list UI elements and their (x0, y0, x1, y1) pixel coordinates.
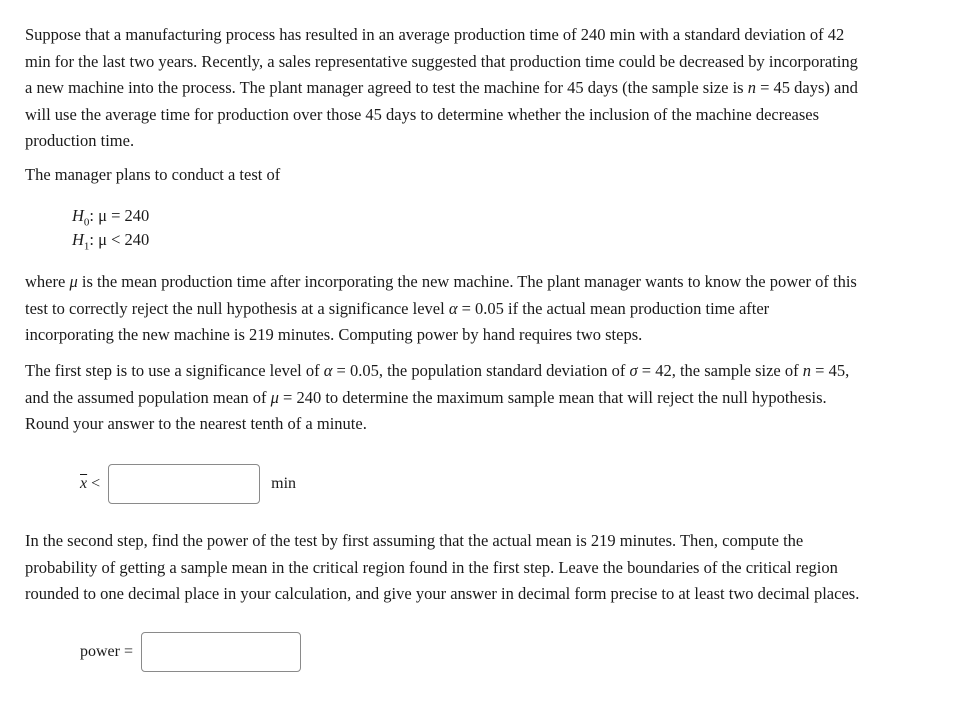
step2-line-3: rounded to one decimal place in your calculation, and give your answer in decimal form precise to at least two decimal places. (25, 584, 860, 603)
intro-line-3-end: = 45 days) and (755, 78, 858, 97)
step1-paragraph (25, 358, 940, 438)
xbar-unit: min (271, 475, 297, 492)
h1-sub: 1 (83, 240, 90, 253)
h1-letter: H (72, 230, 84, 249)
step1-text-d: = 45, (811, 361, 850, 380)
where-paragraph (25, 269, 940, 349)
h0-letter: H (72, 206, 84, 225)
var-alpha: α (323, 361, 333, 380)
intro-line-1: Suppose that a manufacturing process has resulted in an average production time of 240 min with a standard deviation of 42 (25, 25, 845, 44)
step1-text-a: The first step is to use a significance level of (25, 361, 324, 380)
var-n: n (802, 361, 812, 380)
intro-line-4: will use the average time for production over those 45 days to determine whether the inclusion of the machine decreases (25, 104, 820, 124)
step1-text-g: Round your answer to the nearest tenth of a minute. (25, 414, 367, 433)
power-label: power = (80, 643, 134, 660)
step2-line-2: probability of getting a sample mean in the critical region found in the first step. Leave the boundaries of the critical region (25, 557, 838, 577)
intro-paragraph (25, 22, 940, 155)
step2-paragraph (25, 528, 940, 608)
plan-line: The manager plans to conduct a test of (25, 165, 281, 184)
where-line-3: incorporating the new machine is 219 minutes. Computing power by hand requires two steps. (25, 325, 643, 344)
where-line-2-end: = 0.05 if the actual mean production time after (457, 298, 770, 318)
step1-text-c: = 42, the sample size of (637, 361, 803, 380)
step1-text-f: = 240 to determine the maximum sample mean that will reject the null hypothesis. (278, 387, 827, 407)
xbar-operator: < (87, 475, 101, 492)
step2-line-1: In the second step, find the power of the test by first assuming that the actual mean is 219 minutes. Then, compute the (25, 531, 804, 550)
xbar-input[interactable] (109, 465, 259, 503)
var-mu: μ (69, 272, 78, 291)
var-n: n (747, 78, 756, 97)
plan-text (25, 162, 940, 189)
power-answer-row (80, 632, 301, 672)
h0-rest: : μ = 240 (89, 206, 150, 225)
var-sigma: σ (629, 361, 638, 380)
var-mu: μ (270, 387, 279, 407)
h1-rest: : μ < 240 (89, 230, 150, 249)
intro-line-5: production time. (25, 131, 135, 150)
xbar-input-box (108, 464, 260, 504)
power-input-box (141, 632, 301, 672)
step1-text-e: and the assumed population mean of (25, 387, 271, 407)
power-input[interactable] (142, 633, 300, 671)
xbar-label (80, 475, 100, 493)
alt-hypothesis (72, 228, 149, 258)
where-start: where (25, 272, 70, 291)
where-line-2: test to correctly reject the null hypothesis at a significance level (25, 298, 449, 318)
step1-text-b: = 0.05, the population standard deviation of (332, 361, 630, 380)
intro-line-2: min for the last two years. Recently, a sales representative suggested that production time could be decreased by incorporating (25, 51, 858, 71)
intro-line-3: a new machine into the process. The plant manager agreed to test the machine for 45 days (the sample size is (25, 78, 748, 97)
where-line-1: is the mean production time after incorporating the new machine. The plant manager wants to know the power of this (77, 272, 857, 291)
var-alpha: α (448, 298, 458, 318)
xbar-symbol: $\overline{x}$ (80, 475, 88, 492)
xbar-answer-row (80, 464, 296, 504)
h0-sub: 0 (83, 216, 90, 229)
